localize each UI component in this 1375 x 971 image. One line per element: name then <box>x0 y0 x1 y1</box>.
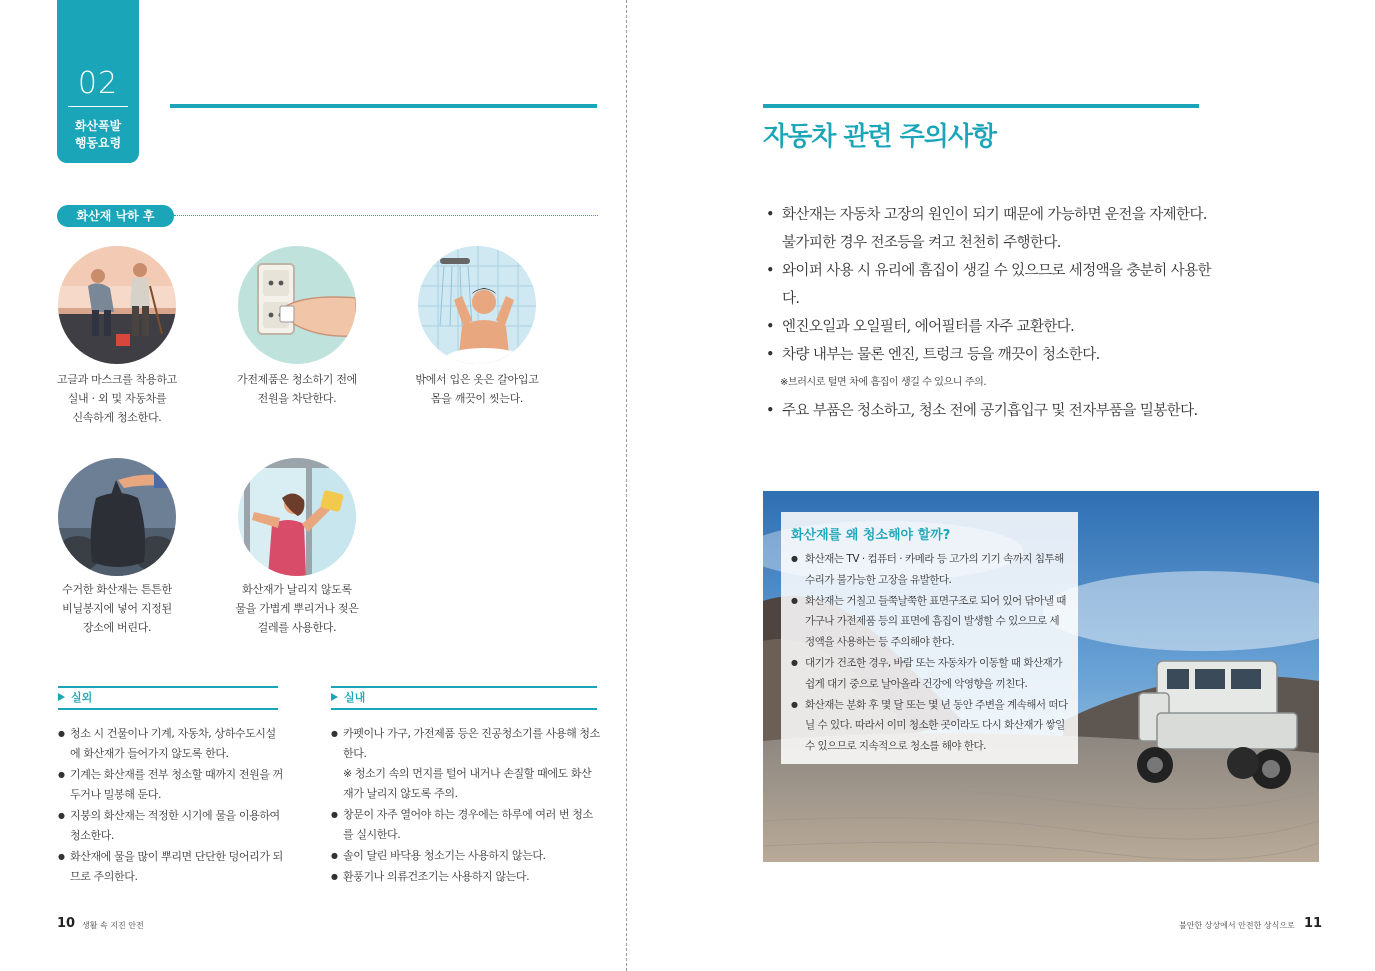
list-item: ● 기계는 화산재를 전부 청소할 때까지 전원을 꺼 두거나 밀봉해 둔다. <box>58 765 284 805</box>
window-cleaning-illustration <box>238 458 356 576</box>
outdoor-heading <box>58 691 92 705</box>
outdoor-rule-top <box>58 686 278 688</box>
indoor-list <box>331 724 601 888</box>
left-running-footer: 생활 속 지진 안전 <box>82 921 144 930</box>
indoor-heading <box>331 691 365 705</box>
left-page-number: 10 <box>57 916 76 931</box>
top-rule-right <box>763 104 1199 108</box>
list-item: ● 창문이 자주 열어야 하는 경우에는 하루에 여러 번 청소를 실시한다. <box>331 805 601 845</box>
chapter-label: 화산폭발 행동요령 <box>74 119 122 150</box>
illustration-caption-5: 화산재가 날리지 않도록 물을 가볍게 뿌리거나 젖은 걸레를 사용한다. <box>235 583 359 634</box>
list-item: ● 솔이 달린 바닥용 청소기는 사용하지 않는다. <box>331 846 601 866</box>
list-item: • 차량 내부는 물론 엔진, 트렁크 등을 깨끗이 청소한다. <box>766 341 1216 369</box>
outdoor-heading-label: 실외 <box>71 691 93 704</box>
list-item: ● 지붕의 화산재는 적정한 시기에 물을 이용하여 청소한다. <box>58 806 284 846</box>
chapter-divider <box>68 106 128 107</box>
garbage-bag-illustration <box>58 458 176 576</box>
chapter-number: 02 <box>77 66 119 101</box>
list-item: • 와이퍼 사용 시 유리에 흠집이 생길 수 있으므로 세정액을 충분히 사용한다. <box>766 257 1216 313</box>
right-running-footer: 불안한 상상에서 안전한 상식으로 <box>1179 921 1295 930</box>
power-outlet-illustration <box>238 246 356 364</box>
triangle-icon <box>58 693 65 701</box>
indoor-rule-top <box>331 686 597 688</box>
infobox-heading: 화산재를 왜 청소해야 할까? <box>791 528 951 543</box>
illustration-caption-3: 밖에서 입은 옷은 갈아입고 몸을 깨끗이 씻는다. <box>415 373 539 405</box>
section-pill: 화산재 낙하 후 <box>57 205 174 227</box>
list-item: • 엔진오일과 오일필터, 에어필터를 자주 교환한다. <box>766 313 1216 341</box>
outdoor-rule-bottom <box>58 708 278 710</box>
illustration-caption-1: 고글과 마스크를 착용하고 실내 · 외 및 자동차를 신속하게 청소한다. <box>57 373 177 424</box>
list-item: • 주요 부품은 청소하고, 청소 전에 공기흡입구 및 전자부품을 밀봉한다. <box>766 397 1216 425</box>
list-item: ● 청소 시 건물이나 기계, 자동차, 상하수도시설에 화산재가 들어가지 않도록 한다. <box>58 724 284 764</box>
list-item: • 화산재는 자동차 고장의 원인이 되기 때문에 가능하면 운전을 자제한다. 불가피한 경우 전조등을 켜고 천천히 주행한다. <box>766 201 1216 257</box>
infobox-list <box>791 549 1068 757</box>
why-clean-infobox <box>781 512 1078 764</box>
list-item: ● 화산재는 분화 후 몇 달 또는 몇 년 동안 주변을 계속해서 떠다닐 수 있다. 따라서 이미 청소한 곳이라도 다시 화산재가 쌓일 수 있으므로 지속적으로 청소를 해야 한다. <box>791 695 1068 757</box>
indoor-item-1-note: ※ 청소기 속의 먼지를 털어 내거나 손질할 때에도 화산재가 날리지 않도록 주의. <box>343 767 592 800</box>
outdoor-list <box>58 724 284 888</box>
list-item: ● 화산재에 물을 많이 뿌리면 단단한 덩어리가 되므로 주의한다. <box>58 847 284 887</box>
list-item: ● 대기가 건조한 경우, 바람 또는 자동차가 이동할 때 화산재가 쉽게 대기 중으로 날아올라 건강에 악영향을 끼친다. <box>791 653 1068 695</box>
right-page-number: 11 <box>1304 916 1323 931</box>
section-dotted-rule <box>174 215 598 216</box>
indoor-rule-bottom <box>331 708 597 710</box>
top-rule-left <box>170 104 597 108</box>
page-spine <box>626 0 627 971</box>
page-title: 자동차 관련 주의사항 <box>763 122 997 152</box>
list-item: ● 화산재는 TV · 컴퓨터 · 카메라 등 고가의 기기 속까지 침투해 수리가 불가능한 고장을 유발한다. <box>791 549 1068 591</box>
list-item: ● 화산재는 거칠고 들쭉날쭉한 표면구조로 되어 있어 닦아낼 때 가구나 가전제품 등의 표면에 흠집이 발생할 수 있으므로 세정액을 사용하는 등 주의해야 한다. <box>791 591 1068 653</box>
list-item: ● 환풍기나 의류건조기는 사용하지 않는다. <box>331 867 601 887</box>
chapter-tab <box>57 0 139 163</box>
cleaning-people-illustration <box>58 246 176 364</box>
illustration-caption-2: 가전제품은 청소하기 전에 전원을 차단한다. <box>237 373 357 405</box>
list-item <box>331 724 601 804</box>
shower-illustration <box>418 246 536 364</box>
indoor-item-1: 카펫이나 가구, 가전제품 등은 진공청소기를 사용해 청소한다. <box>343 727 600 760</box>
indoor-heading-label: 실내 <box>344 691 366 704</box>
car-precautions-list <box>766 201 1216 425</box>
illustration-caption-4: 수거한 화산재는 튼튼한 비닐봉지에 넣어 지정된 장소에 버린다. <box>62 583 172 634</box>
triangle-icon <box>331 693 338 701</box>
list-note: ※브러시로 털면 차에 흠집이 생길 수 있으니 주의. <box>780 377 987 388</box>
